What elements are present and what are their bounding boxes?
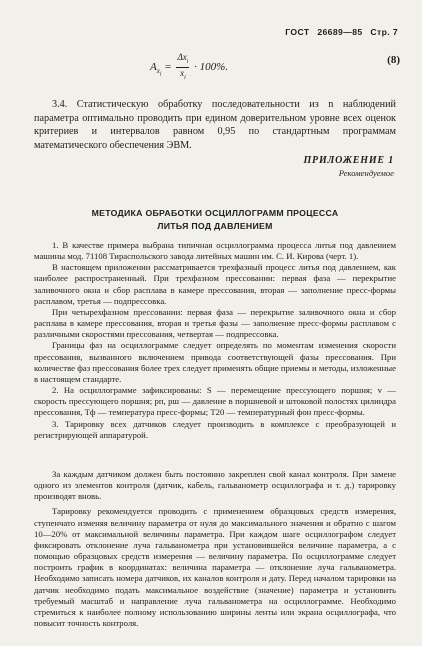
paragraph: 1. В качестве примера выбрана типичная осциллограмма процесса литья под давлением машины мод. 71108 Тираспольского завода литейных машин им. С. И. Кирова (черт. 1).: [34, 240, 396, 262]
paragraph: За каждым датчиком должен быть постоянно закреплен свой канал контроля. При замене одного из элементов контроля (датчик, кабель, гальванометр осциллографа и т. д.) тарировку производят вновь.: [34, 469, 396, 502]
paragraph: 3. Тарировку всех датчиков следует производить в комплексе с преобразующей и регистрирующей аппаратурой.: [34, 418, 396, 440]
paragraph: Границы фаз на осциллограмме следует определять по моментам изменения скорости прессования, вызванного включением привода соответствующей фазы прессования. При количестве фаз прессования более трех следует применять общие приемы и методы, изложенные в настоящем стандарте.: [34, 340, 396, 384]
method-paragraphs: [34, 240, 396, 441]
paragraph-3-4: 3.4. Статистическую обработку последовательности из n наблюдений параметра оптимально проводить при едином доверительном уровне всех оценок критериев и интервалов равном 0,95 по стандартным программам математического обеспечения ЭВМ.: [34, 99, 396, 151]
formula-tail: · 100%.: [194, 60, 229, 73]
formula-lhs: $A_{x_i}$: [150, 60, 162, 78]
appendix-label: ПРИЛОЖЕНИЕ 1: [303, 155, 394, 166]
calibration-paragraphs: [34, 469, 396, 629]
header-page-number: Стр. 7: [370, 27, 398, 37]
section-title: МЕТОДИКА ОБРАБОТКИ ОСЦИЛЛОГРАММ ПРОЦЕССА ЛИТЬЯ ПОД ДАВЛЕНИЕМ: [91, 208, 339, 231]
appendix-heading: [303, 155, 394, 178]
appendix-status: Рекомендуемое: [338, 168, 394, 178]
formula-8: $A_{x_i}$ = $\frac{\Delta x_i}{x_i}$ · 100%. (8): [150, 52, 400, 81]
formula-fraction: $\frac{\Delta x_i}{x_i}$: [177, 52, 189, 81]
page-header: [280, 27, 398, 37]
paragraph: В настоящем приложении рассматривается трехфазный процесс литья под давлением, как наиболее распространенный. При трехфазном прессовании: первая фаза — перекрытие заливочного окна и сбор расплава в камере прессования, вторая — заполнение пресс-формы расплавом, третья — подпрессовка.: [34, 262, 396, 306]
equation-number: (8): [387, 54, 400, 66]
paragraph: Тарировку рекомендуется проводить с применением образцовых средств измерения, ступенчато изменяя величину параметра от нуля до максимального значения и обратно с шагом 10—20% от максимальной величины параметра. При каждом шаге осциллографом следует фиксировать отклонение луча гальванометра при установившейся величине параметра, а с помощью образцовых средств измерения — величину параметра. По осциллограмме следует построить график в координатах: величина параметра — отклонение луча гальванометра. Необходимо записать номера датчиков, их каналов контроля и дату. Перед началом тарировки на датчик необходимо подать максимальное воздействие (значение) параметра и установить требуемый масштаб и направление луча гальванометра на осциллограмме. Необходимо стремиться к наиболее полному использованию ширины ленты или экрана осциллографа, что повысит точность контроля.: [34, 506, 396, 629]
header-standard-label: ГОСТ: [285, 27, 310, 37]
paragraph: 2. На осциллограмме зафиксированы: S — перемещение прессующего поршня; v — скорость прессующего поршня; pп, pш — давление в поршневой и штоковой полостях цилиндра прессования, Tф — температура пресс-формы; T20 — температурный фон пресс-формы.: [34, 385, 396, 418]
header-standard-number: 26689—85: [317, 27, 363, 37]
paragraph: При четырехфазном прессовании: первая фаза — перекрытие заливочного окна и сбор расплава в камере прессования, вторая и третья фазы — заполнение пресс-формы расплавом с различными скоростями прессования, четвертая — подпрессовка.: [34, 306, 396, 340]
